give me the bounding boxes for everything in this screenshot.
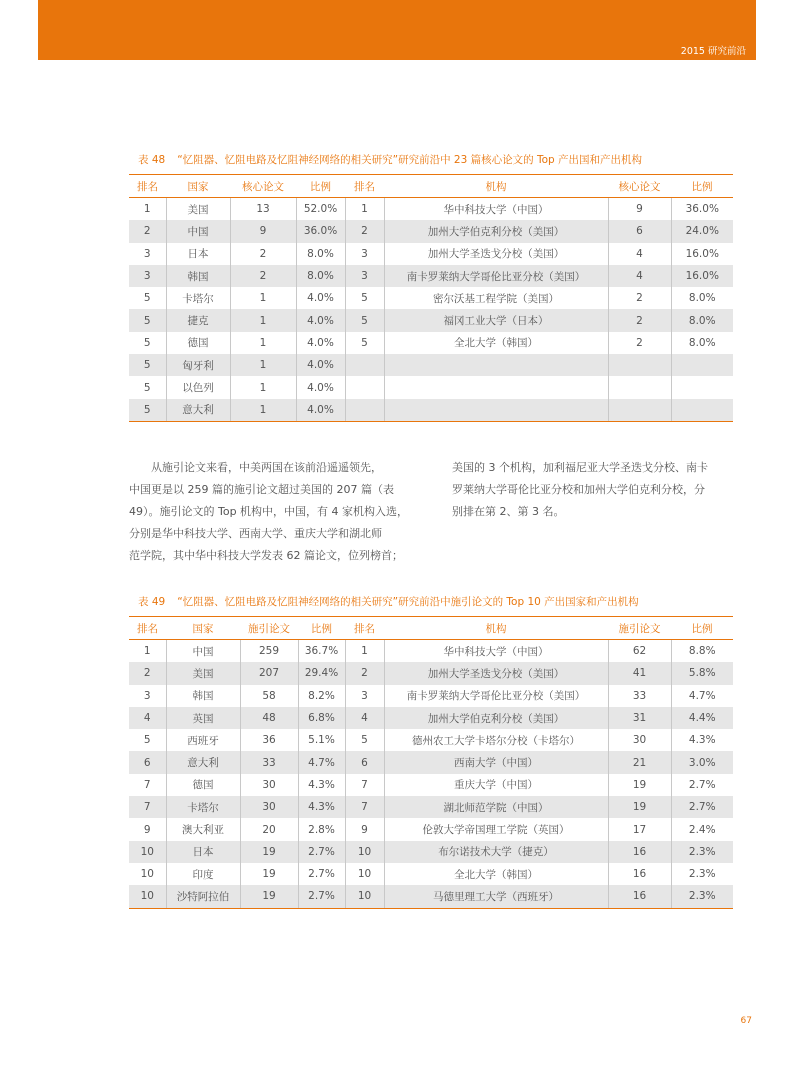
- table-cell: 29.4%: [298, 662, 345, 684]
- header-bar: [38, 0, 756, 60]
- table-cell: 1: [230, 309, 296, 331]
- table49: [129, 616, 733, 909]
- header-title: 2015 研究前沿: [680, 46, 746, 57]
- table49-header-row: [129, 617, 733, 640]
- table-cell: 中国: [166, 640, 240, 663]
- table-cell: 19: [608, 796, 671, 818]
- table48-header-cell: 比例: [671, 175, 733, 198]
- table-cell: [671, 399, 733, 422]
- table-cell: 2.7%: [298, 885, 345, 908]
- table-row: [129, 309, 733, 331]
- table-cell: 全北大学（韩国）: [384, 332, 608, 354]
- table-row: [129, 399, 733, 422]
- table-cell: 4.3%: [298, 796, 345, 818]
- table-cell: 2: [608, 287, 671, 309]
- table48-header-cell: 排名: [345, 175, 384, 198]
- table-cell: 10: [140, 868, 154, 881]
- table-row: [129, 707, 733, 729]
- table-cell: 5: [143, 734, 151, 747]
- table-cell: 1: [230, 376, 296, 398]
- table-cell: 英国: [166, 707, 240, 729]
- table-cell: 16.0%: [671, 265, 733, 287]
- table-cell: [608, 399, 671, 422]
- table49-caption: [138, 594, 639, 609]
- table-cell: 德国: [166, 332, 230, 354]
- table-cell: 4.0%: [296, 332, 345, 354]
- table-cell: 德国: [166, 774, 240, 796]
- table-cell: 9: [608, 198, 671, 221]
- table48-caption-number: 表 48: [138, 154, 166, 166]
- table49-header-cell: 排名: [129, 617, 166, 640]
- table-cell: 9: [230, 220, 296, 242]
- table-cell: 4: [345, 707, 384, 729]
- table-cell: 2: [608, 309, 671, 331]
- table-row: [129, 220, 733, 242]
- table-cell: 5.8%: [671, 662, 733, 684]
- table-cell: [384, 376, 608, 398]
- table-cell: 2.7%: [298, 841, 345, 863]
- table-cell: 19: [608, 774, 671, 796]
- table-cell: 韩国: [166, 685, 240, 707]
- table-cell: 西南大学（中国）: [384, 751, 608, 773]
- table-cell: 10: [129, 885, 166, 908]
- table-cell: 8.0%: [296, 243, 345, 265]
- table48-header-cell: 国家: [166, 175, 230, 198]
- table-row: [129, 863, 733, 885]
- table-cell: 韩国: [166, 265, 230, 287]
- table-cell: 西班牙: [166, 729, 240, 751]
- table-cell: 33: [240, 751, 298, 773]
- table-cell: [345, 399, 384, 422]
- table-cell: 日本: [166, 841, 240, 863]
- table48: [129, 174, 733, 422]
- table-cell: 2: [129, 220, 166, 242]
- table-cell: 密尔沃基工程学院（美国）: [384, 287, 608, 309]
- table-cell: 日本: [166, 243, 230, 265]
- table-row: [129, 685, 733, 707]
- body-line: 罗莱纳大学哥伦比亚分校和加州大学伯克利分校，分: [452, 483, 705, 496]
- table48-header-cell: 排名: [129, 175, 166, 198]
- table-cell: 17: [608, 818, 671, 840]
- table-row: [129, 818, 733, 840]
- table-cell: 意大利: [166, 399, 230, 422]
- body-text-right: [452, 457, 734, 523]
- table-cell: 捷克: [166, 309, 230, 331]
- table-cell: 3: [345, 243, 384, 265]
- table-cell: 31: [608, 707, 671, 729]
- table-cell: 7: [345, 796, 384, 818]
- table-cell: 4: [608, 243, 671, 265]
- body-text-left: [129, 457, 409, 567]
- table-cell: 3.0%: [671, 751, 733, 773]
- table-cell: 2.7%: [671, 774, 733, 796]
- table-cell: 1: [230, 399, 296, 422]
- table-cell: 德州农工大学卡塔尔分校（卡塔尔）: [384, 729, 608, 751]
- table-cell: 10: [345, 863, 384, 885]
- table-cell: 8.0%: [671, 287, 733, 309]
- table-cell: 8.0%: [671, 332, 733, 354]
- table-cell: 美国: [166, 662, 240, 684]
- table-row: [129, 774, 733, 796]
- body-line: 美国的 3 个机构，加利福尼亚大学圣迭戈分校、南卡: [452, 461, 708, 474]
- table-cell: 2: [129, 662, 166, 684]
- table-cell: 2.4%: [671, 818, 733, 840]
- table49-header-cell: 施引论文: [608, 617, 671, 640]
- table-cell: 加州大学伯克利分校（美国）: [384, 220, 608, 242]
- table-cell: 加州大学圣迭戈分校（美国）: [384, 662, 608, 684]
- table49-header-cell: 国家: [166, 617, 240, 640]
- table-cell: 加州大学伯克利分校（美国）: [384, 707, 608, 729]
- table-cell: [671, 376, 733, 398]
- table-cell: [345, 376, 384, 398]
- table-cell: 4.0%: [296, 287, 345, 309]
- table-cell: 福冈工业大学（日本）: [384, 309, 608, 331]
- table-cell: 36.0%: [671, 198, 733, 221]
- body-line: 范学院，其中华中科技大学发表 62 篇论文，位列榜首；: [129, 549, 403, 562]
- table-cell: 以色列: [166, 376, 230, 398]
- table-cell: 5.1%: [298, 729, 345, 751]
- table-cell: 2.7%: [298, 863, 345, 885]
- table-cell: 华中科技大学（中国）: [384, 640, 608, 663]
- table-cell: 5: [143, 381, 151, 394]
- body-line: 从施引论文来看，中美两国在该前沿遥遥领先，: [151, 461, 382, 474]
- table-cell: 9: [345, 818, 384, 840]
- table-cell: 7: [345, 774, 384, 796]
- table-cell: [608, 376, 671, 398]
- table-cell: 华中科技大学（中国）: [384, 198, 608, 221]
- table48-header-cell: 核心论文: [230, 175, 296, 198]
- body-line: 49）。施引论文的 Top 机构中，中国，有 4 家机构入选，: [129, 505, 409, 518]
- table-row: [129, 376, 733, 398]
- table48-header-row: [129, 175, 733, 198]
- body-line: 中国更是以 259 篇的施引论文超过美国的 207 篇（表: [129, 483, 394, 496]
- table-cell: 10: [345, 885, 384, 908]
- table-cell: 2.8%: [298, 818, 345, 840]
- table-cell: 7: [143, 778, 151, 791]
- table49-header-cell: 比例: [671, 617, 733, 640]
- table-cell: [384, 399, 608, 422]
- table-cell: 48: [240, 707, 298, 729]
- table-cell: 湖北师范学院（中国）: [384, 796, 608, 818]
- table-cell: 4.7%: [671, 685, 733, 707]
- table-cell: 6: [345, 751, 384, 773]
- body-line: 别排在第 2、第 3 名。: [452, 505, 565, 518]
- table-cell: 30: [240, 796, 298, 818]
- table-cell: 21: [608, 751, 671, 773]
- table-row: [129, 198, 733, 221]
- table-row: [129, 729, 733, 751]
- table-cell: 4.0%: [296, 309, 345, 331]
- table49-header-cell: 机构: [384, 617, 608, 640]
- table-cell: 4: [129, 707, 166, 729]
- table-row: [129, 662, 733, 684]
- table-cell: 13: [230, 198, 296, 221]
- table-cell: 印度: [166, 863, 240, 885]
- table-cell: 5: [345, 332, 384, 354]
- table49-header-cell: 施引论文: [240, 617, 298, 640]
- table-cell: [384, 354, 608, 376]
- table-cell: 2.3%: [671, 885, 733, 908]
- table-cell: 16: [608, 863, 671, 885]
- table-row: [129, 841, 733, 863]
- table-row: [129, 265, 733, 287]
- table-cell: 10: [345, 841, 384, 863]
- table-cell: 匈牙利: [166, 354, 230, 376]
- table-cell: 24.0%: [671, 220, 733, 242]
- table-cell: 马德里理工大学（西班牙）: [384, 885, 608, 908]
- table-cell: 207: [240, 662, 298, 684]
- table-cell: 8.0%: [671, 309, 733, 331]
- body-line: 分别是华中科技大学、西南大学、重庆大学和湖北师: [129, 527, 382, 540]
- table-cell: 1: [143, 645, 151, 658]
- table-row: [129, 332, 733, 354]
- table-cell: 南卡罗莱纳大学哥伦比亚分校（美国）: [384, 685, 608, 707]
- table-cell: 30: [608, 729, 671, 751]
- table-cell: 19: [240, 841, 298, 863]
- table-cell: 52.0%: [296, 198, 345, 221]
- table-cell: 36: [240, 729, 298, 751]
- table-cell: 20: [240, 818, 298, 840]
- table-cell: 4.0%: [296, 399, 345, 422]
- table-cell: 7: [129, 796, 166, 818]
- table-cell: 16: [608, 841, 671, 863]
- table-cell: 3: [143, 247, 151, 260]
- table-cell: 4: [608, 265, 671, 287]
- table-cell: 伦敦大学帝国理工学院（英国）: [384, 818, 608, 840]
- table-cell: 5: [129, 354, 166, 376]
- table-cell: 2: [608, 332, 671, 354]
- table-cell: 6: [129, 751, 166, 773]
- table-cell: 30: [240, 774, 298, 796]
- table-cell: 8.8%: [671, 640, 733, 663]
- page-number: 67: [740, 1016, 752, 1026]
- table-cell: 41: [608, 662, 671, 684]
- table-cell: 意大利: [166, 751, 240, 773]
- table-cell: 4.3%: [298, 774, 345, 796]
- table-cell: 2: [230, 265, 296, 287]
- table-cell: 1: [230, 332, 296, 354]
- table-cell: 4.0%: [296, 376, 345, 398]
- table-cell: 澳大利亚: [166, 818, 240, 840]
- table-cell: 36.7%: [298, 640, 345, 663]
- table-cell: 1: [230, 354, 296, 376]
- table-cell: 2.3%: [671, 841, 733, 863]
- table-cell: 重庆大学（中国）: [384, 774, 608, 796]
- table-row: [129, 354, 733, 376]
- table-cell: 62: [608, 640, 671, 663]
- table-cell: [345, 354, 384, 376]
- table-cell: 6.8%: [298, 707, 345, 729]
- table-cell: 5: [345, 729, 384, 751]
- table48-header-cell: 核心论文: [608, 175, 671, 198]
- table-cell: 3: [345, 685, 384, 707]
- table48-header-cell: 机构: [384, 175, 608, 198]
- table-row: [129, 751, 733, 773]
- table-cell: [671, 354, 733, 376]
- table-cell: 16: [608, 885, 671, 908]
- table-cell: 加州大学圣迭戈分校（美国）: [384, 243, 608, 265]
- table-cell: 36.0%: [296, 220, 345, 242]
- table-cell: 8.0%: [296, 265, 345, 287]
- table-cell: 3: [143, 689, 151, 702]
- table49-header-cell: 比例: [298, 617, 345, 640]
- table-cell: 4.7%: [298, 751, 345, 773]
- table-cell: 1: [345, 198, 384, 221]
- table-cell: 5: [345, 309, 384, 331]
- table48-caption: [138, 152, 642, 167]
- table-cell: 5: [129, 309, 166, 331]
- table-row: [129, 796, 733, 818]
- table-cell: 2: [345, 220, 384, 242]
- table-cell: 中国: [166, 220, 230, 242]
- table-cell: 美国: [166, 198, 230, 221]
- table-cell: 2.7%: [671, 796, 733, 818]
- table-row: [129, 243, 733, 265]
- table-cell: 10: [129, 841, 166, 863]
- table-cell: 4.4%: [671, 707, 733, 729]
- table-cell: 卡塔尔: [166, 796, 240, 818]
- table-cell: 全北大学（韩国）: [384, 863, 608, 885]
- table-cell: 58: [240, 685, 298, 707]
- table-cell: 5: [143, 292, 151, 305]
- table-cell: 3: [345, 265, 384, 287]
- table-cell: [608, 354, 671, 376]
- table-cell: 33: [608, 685, 671, 707]
- table-cell: 5: [345, 287, 384, 309]
- table-cell: 1: [230, 287, 296, 309]
- table-row: [129, 885, 733, 908]
- table-cell: 2: [345, 662, 384, 684]
- table-cell: 19: [240, 885, 298, 908]
- table-cell: 1: [143, 203, 151, 216]
- table49-caption-text: “忆阻器、忆阻电路及忆阻神经网络的相关研究”研究前沿中施引论文的 Top 10 产出国家和产出机构: [177, 596, 639, 608]
- table-cell: 19: [240, 863, 298, 885]
- table-cell: 6: [608, 220, 671, 242]
- table-cell: 5: [129, 399, 166, 422]
- table-cell: 沙特阿拉伯: [166, 885, 240, 908]
- table-row: [129, 287, 733, 309]
- table-cell: 南卡罗莱纳大学哥伦比亚分校（美国）: [384, 265, 608, 287]
- table-cell: 9: [143, 823, 151, 836]
- table-cell: 4.3%: [671, 729, 733, 751]
- table49-header-cell: 排名: [345, 617, 384, 640]
- table-cell: 5: [143, 336, 151, 349]
- table49-caption-number: 表 49: [138, 596, 166, 608]
- table-cell: 8.2%: [298, 685, 345, 707]
- table-cell: 4.0%: [296, 354, 345, 376]
- table-cell: 16.0%: [671, 243, 733, 265]
- table-cell: 2.3%: [671, 863, 733, 885]
- table-row: [129, 640, 733, 663]
- table48-header-cell: 比例: [296, 175, 345, 198]
- table-cell: 1: [345, 640, 384, 663]
- table-cell: 2: [230, 243, 296, 265]
- table-cell: 卡塔尔: [166, 287, 230, 309]
- table-cell: 布尔诺技术大学（捷克）: [384, 841, 608, 863]
- table48-caption-text: “忆阻器、忆阻电路及忆阻神经网络的相关研究”研究前沿中 23 篇核心论文的 Top 产出国和产出机构: [177, 154, 643, 166]
- table-cell: 259: [240, 640, 298, 663]
- table-cell: 3: [129, 265, 166, 287]
